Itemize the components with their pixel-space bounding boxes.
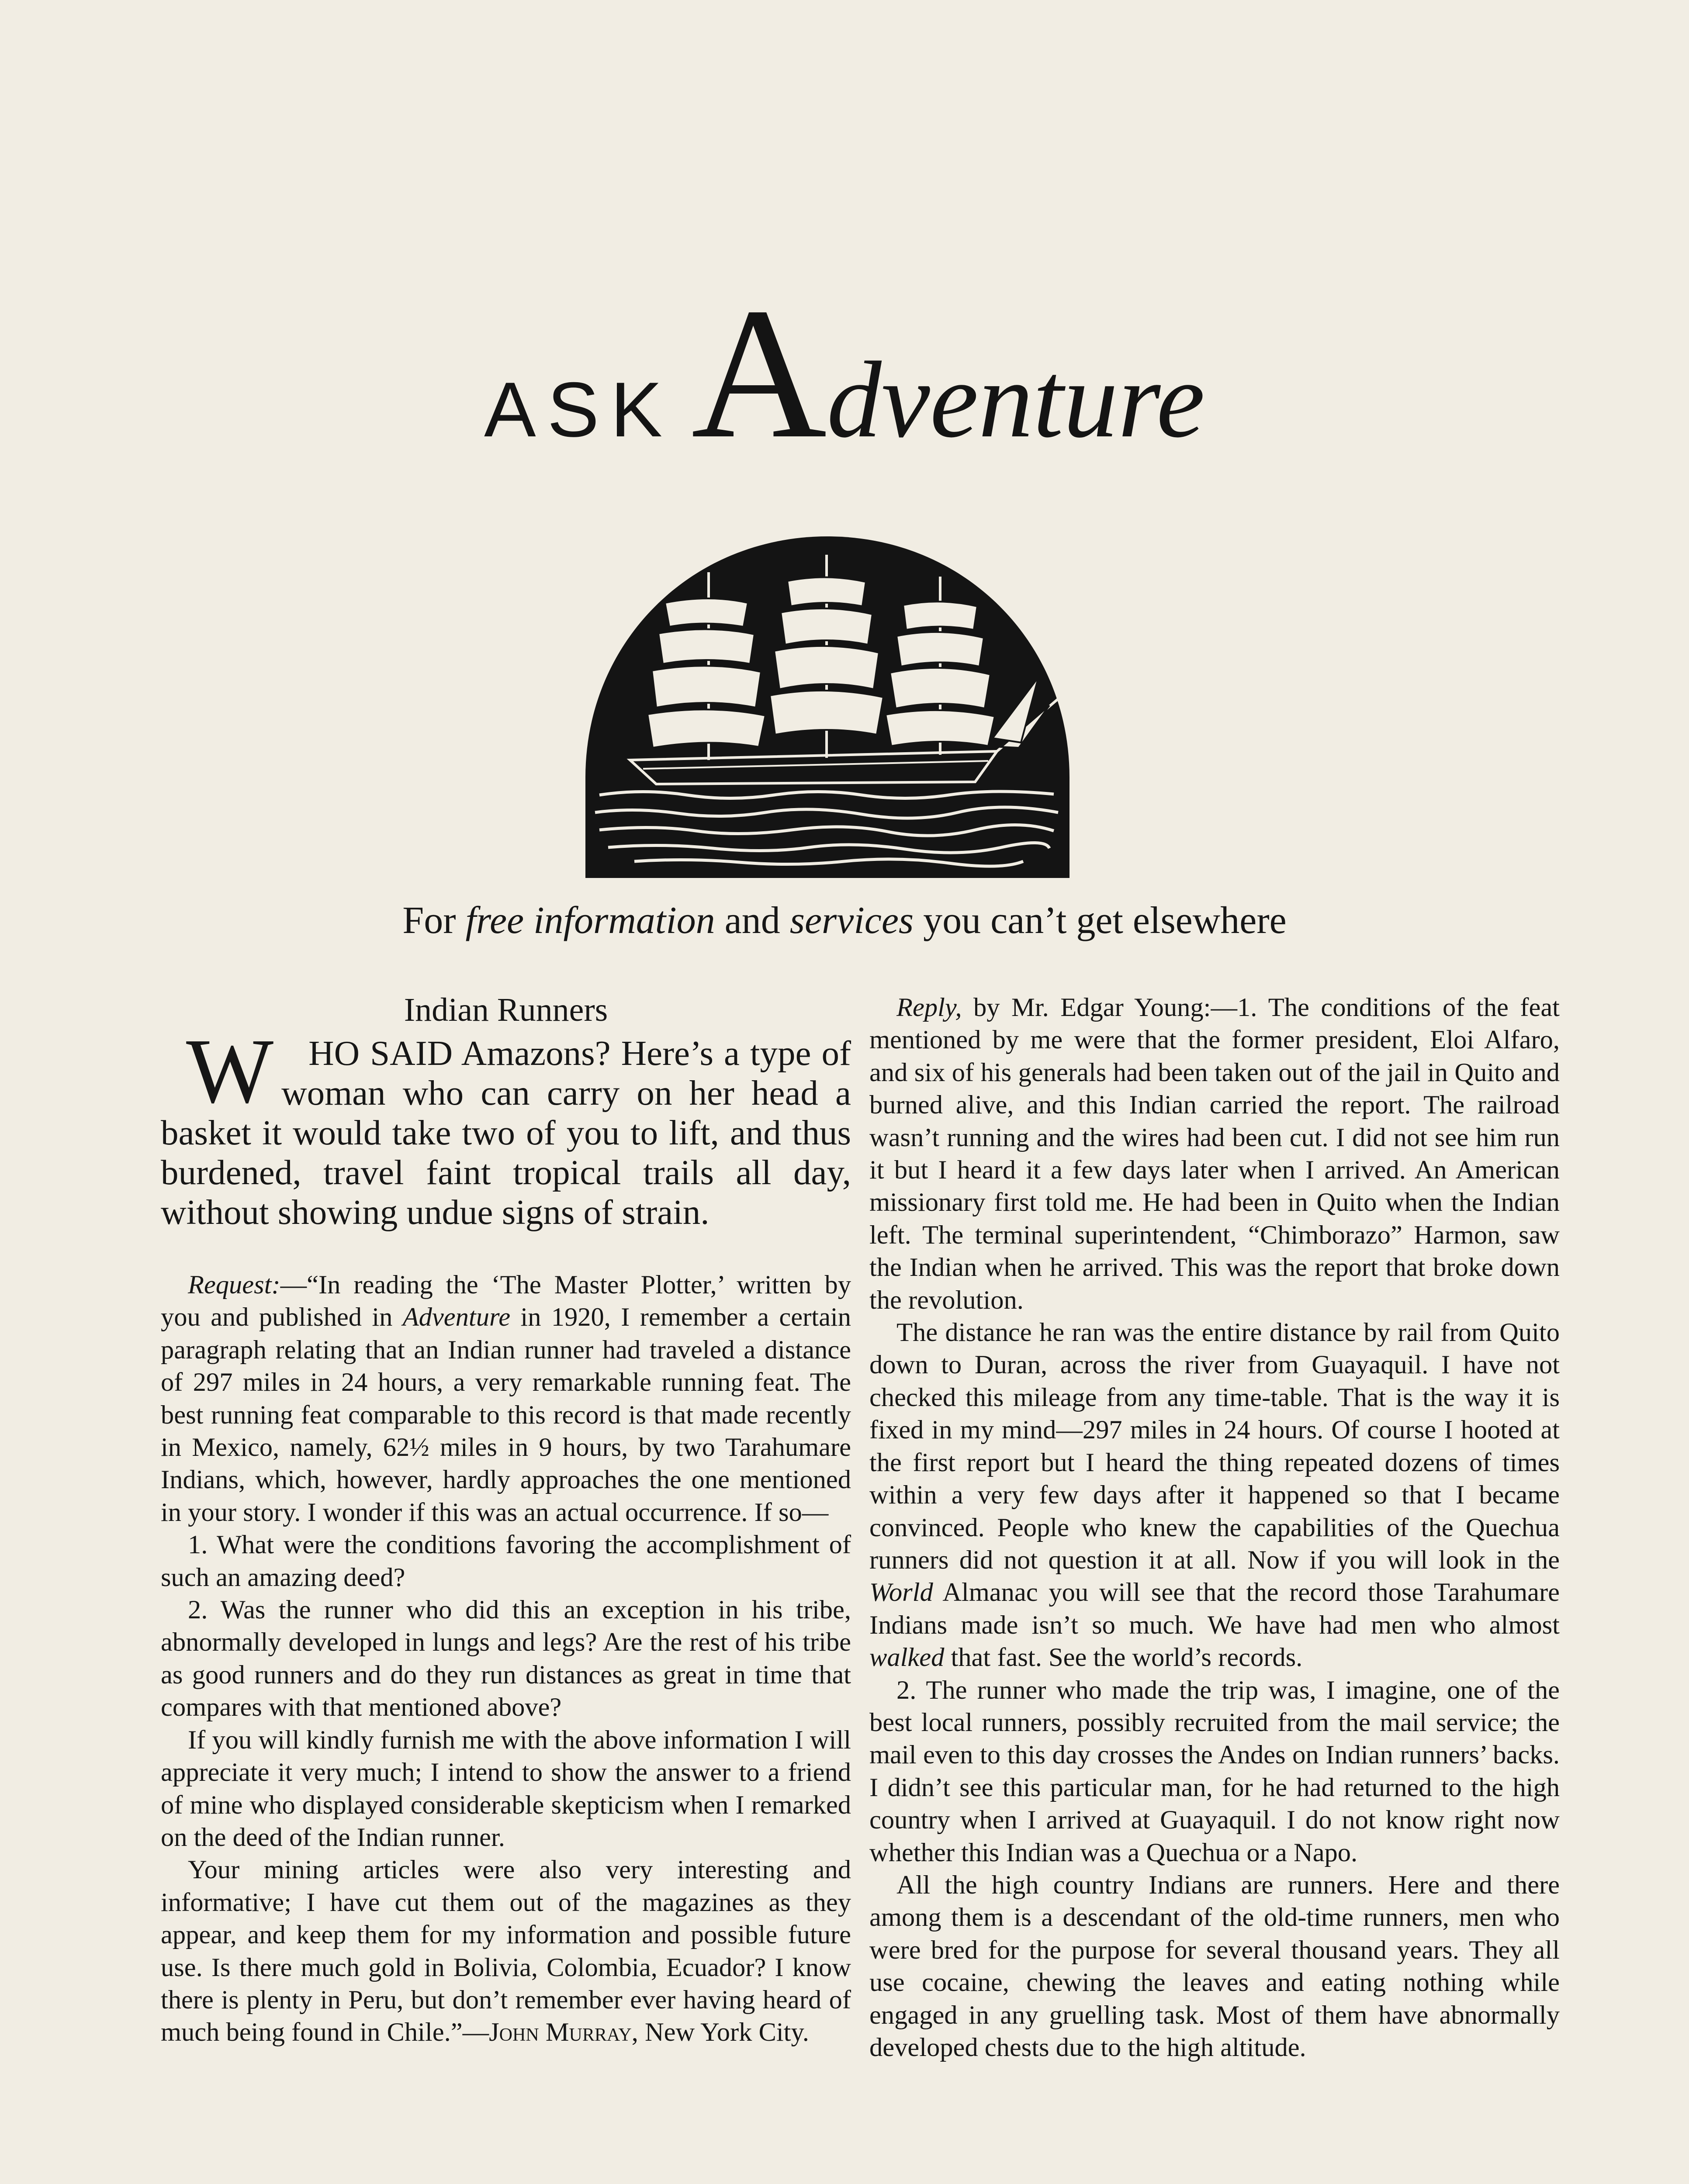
runner-paragraph: 2. The runner who made the trip was, I imagine, one of the best local runners, possibly recruited from the mail service; the mail even to this day crosses the Andes on Indian runners’ backs. I didn’t see this particular man, for he had returned to the high country when I arrived at Guayaquil. I do not know right now whether this Indian was a Quechua or a Napo. xyxy=(869,1675,1560,1867)
lead-caps: HO SAID xyxy=(308,1033,453,1073)
tagline-free-information: free information xyxy=(465,899,715,942)
reply-label: Reply, xyxy=(896,993,962,1022)
section-heading: Indian Runners xyxy=(404,992,608,1028)
reply-text: by Mr. Edgar Young:—1. The conditions of the feat mentioned by me were that the former president, Eloi Alfaro, and six of his generals had been taken out of the jail in Quito and burned alive, and this Indian carried the report. The railroad wasn’t running and the wires had been cut. I did not see him run it but I heard it a few days later when I arrived. An American missionary first told me. He had been in Quito when the Indian left. The terminal superintendent, “Chimborazo” Harmon, saw the Indian when he arrived. This was the report that broke down the revolution. xyxy=(869,993,1560,1315)
tagline-services: services xyxy=(789,899,914,942)
tagline xyxy=(0,898,1689,944)
signature-name: John Murray xyxy=(489,2018,632,2047)
masthead-initial: A xyxy=(691,270,827,477)
drop-cap: W xyxy=(186,1019,274,1122)
lead-paragraph xyxy=(161,1019,851,1232)
tagline-text: you can’t get elsewhere xyxy=(914,899,1287,942)
distance-text: Almanac you will see that the record those Tarahumare Indians made isn’t so much. We have had men who almost xyxy=(869,1578,1560,1640)
distance-text: The distance he ran was the entire distance by rail from Quito down to Duran, across the river from Guayaquil. I have not checked this mileage from any time-table. That is the way it is fixed in my mind—297 miles in 24 hours. Of course I hooted at the first report but I heard the thing repeated dozens of times within a very few days after it happened so that I became convinced. People who knew the capabilities of the Quechua runners did not question it at all. Now if you will look in the xyxy=(869,1318,1560,1575)
tagline-text: and xyxy=(715,899,790,942)
masthead-adventure: dventure xyxy=(827,339,1205,460)
mining-paragraph xyxy=(161,1854,851,2049)
signature-place: , New York City. xyxy=(631,2018,809,2047)
left-column xyxy=(161,992,851,2049)
distance-paragraph xyxy=(869,1317,1560,1674)
magazine-name: Adventure xyxy=(402,1303,511,1332)
right-column xyxy=(869,992,1560,2064)
mining-text: Your mining articles were also very interesting and informative; I have cut them out of the magazines as they appear, and keep them for my information and possible future use. Is there much gold in Bolivia, Colombia, Ecuador? I know there is plenty in Peru, but don’t remember ever having heard of much being found in Chile.”— xyxy=(161,1855,851,2047)
world-almanac: World xyxy=(869,1578,933,1607)
masthead-ask: ASK xyxy=(484,366,674,453)
high-country-paragraph: All the high country Indians are runners. Here and there among them is a descendant of the old-time runners, men who were bred for the purpose for several thousand years. They all use cocaine, chewing the leaves and eating nothing while engaged in any gruelling task. Most of them have abnormally developed chests due to the high altitude. xyxy=(869,1870,1560,2062)
tagline-text: For xyxy=(402,899,466,942)
clipper-ship-icon xyxy=(582,533,1073,878)
walked-emphasis: walked xyxy=(869,1643,945,1673)
question-1: 1. What were the conditions favoring the accomplishment of such an amazing deed? xyxy=(161,1530,851,1592)
request-paragraph xyxy=(161,1269,851,1529)
spacer xyxy=(161,1232,851,1269)
furnish-paragraph: If you will kindly furnish me with the above information I will appreciate it very much; I intend to show the answer to a friend of mine who displayed considerable skepticism when I remarked on the deed of the Indian runner. xyxy=(161,1725,851,1852)
question-2: 2. Was the runner who did this an exception in his tribe, abnormally developed in lungs and legs? Are the rest of his tribe as good runners and do they run distances as great in time that compares with that mentioned above? xyxy=(161,1595,851,1722)
masthead-title xyxy=(0,270,1689,477)
distance-text: that fast. See the world’s records. xyxy=(944,1643,1303,1673)
request-label: Request: xyxy=(188,1270,280,1299)
request-text: —“In reading the ‘The Master Plotter,’ written by you and published in xyxy=(161,1270,851,1332)
request-text: in 1920, I remember a certain paragraph relating that an Indian runner had traveled a distance of 297 miles in 24 hours, a very remarkable running feat. The best running feat comparable to this record is that made recently in Mexico, namely, 62½ miles in 9 hours, by two Tarahumare Indians, which, however, hardly approaches the one mentioned in your story. I wonder if this was an actual occurrence. If so— xyxy=(161,1303,851,1527)
lead-text: Amazons? Here’s a type of woman who can carry on her head a basket it would take two of you to lift, and thus burdened, travel faint tropical trails all day, without showing undue signs of strain. xyxy=(161,1033,851,1232)
reply-paragraph xyxy=(869,992,1560,1317)
